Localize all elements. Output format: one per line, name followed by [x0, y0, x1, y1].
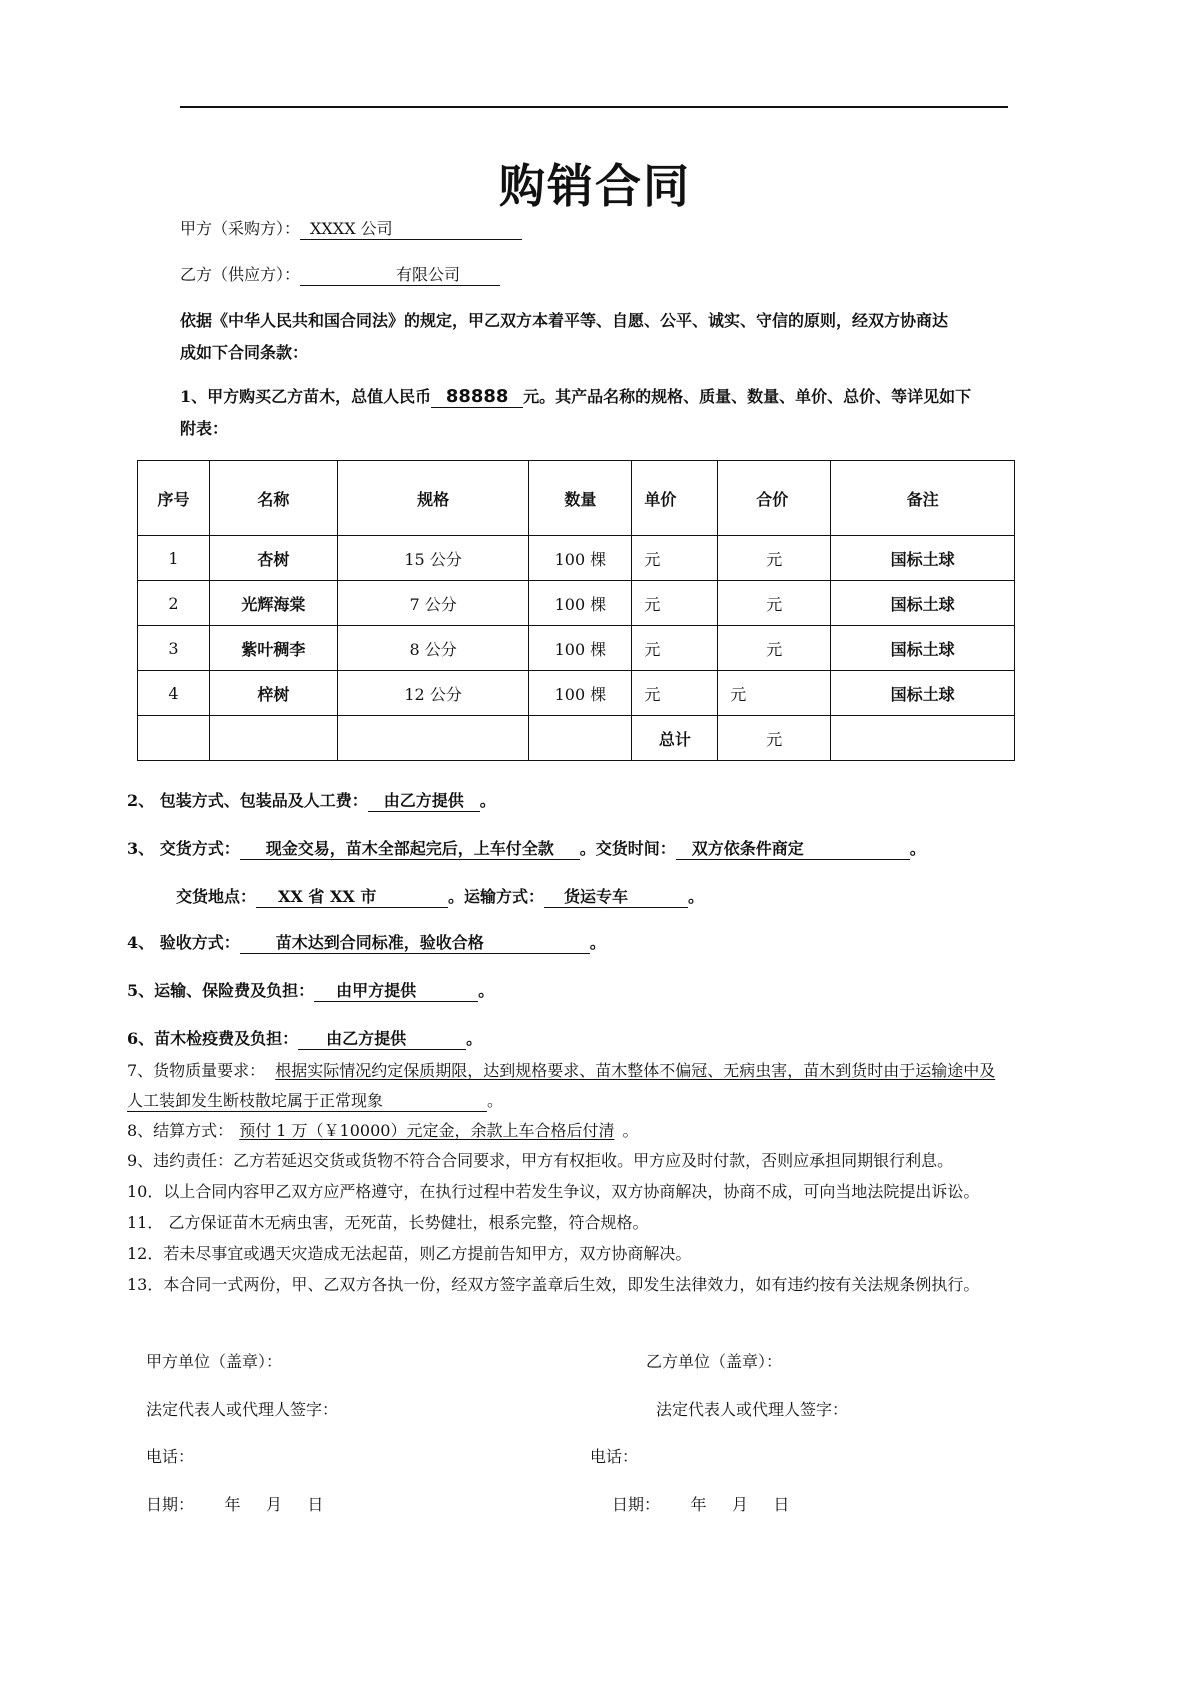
table-row [138, 626, 1015, 671]
total-value: 元 [718, 716, 831, 761]
clause-3-label: 3、 交货方式： [127, 839, 240, 858]
col-header-unit-price: 单价 [632, 461, 718, 536]
clause-8-value: 预付 1 万（￥10000）元定金，余款上车合格后付清 [239, 1121, 615, 1140]
party-b-seal: 乙方单位（盖章）： [646, 1352, 783, 1371]
cell-index: 1 [138, 536, 210, 581]
cell-index: 2 [138, 581, 210, 626]
party-a-phone: 电话： [146, 1447, 195, 1466]
party-a-date: 日期： 年 月 日 [146, 1495, 324, 1514]
clause-1-suffix: 元。其产品名称的规格、质量、数量、单价、总价、等详见如下 [523, 387, 972, 406]
transport-label: 。运输方式： [448, 887, 545, 906]
clause-1-amount: 88888 [431, 388, 523, 408]
clause-2 [127, 788, 496, 812]
col-header-name: 名称 [209, 461, 337, 536]
cell-index: 4 [138, 671, 210, 716]
cell-remark: 国标土球 [831, 581, 1015, 626]
clause-1-prefix: 1、甲方购买乙方苗木，总值人民币 [180, 387, 432, 406]
clause-4 [127, 930, 606, 954]
table-row [138, 536, 1015, 581]
cell-total-price: 元 [718, 626, 831, 671]
cell-total-price: 元 [718, 671, 831, 716]
clause-11: 11． 乙方保证苗木无病虫害，无死苗，长势健壮，根系完整，符合规格。 [127, 1213, 649, 1232]
clause-3-end-2: 。 [688, 887, 705, 906]
col-header-total-price: 合价 [718, 461, 831, 536]
clause-8-end: 。 [622, 1121, 639, 1140]
clause-3-time-value: 双方依条件商定 [676, 840, 910, 860]
clause-8-label: 8、结算方式： [127, 1121, 234, 1140]
clause-5-end: 。 [478, 981, 495, 1000]
clause-4-label: 4、 验收方式： [127, 933, 240, 952]
col-header-remark: 备注 [831, 461, 1015, 536]
clause-8 [127, 1118, 638, 1141]
cell-name: 杏树 [209, 536, 337, 581]
party-a-representative: 法定代表人或代理人签字： [146, 1400, 339, 1419]
cell-total-price: 元 [718, 581, 831, 626]
col-header-index: 序号 [138, 461, 210, 536]
cell-index: 3 [138, 626, 210, 671]
clause-4-value: 苗木达到合同标准，验收合格 [240, 934, 590, 954]
table-total-row [138, 716, 1015, 761]
clause-13: 13．本合同一式两份，甲、乙双方各执一份，经双方签字盖章后生效，即发生法律效力，如有违约按有关法规条例执行。 [127, 1275, 980, 1294]
clause-3-line-1 [127, 836, 926, 860]
clause-6 [127, 1026, 482, 1050]
party-b-date: 日期： 年 月 日 [612, 1495, 790, 1514]
cell-spec: 7 公分 [337, 581, 529, 626]
clause-7-value-1: 根据实际情况约定保质期限，达到规格要求、苗木整体不偏冠、无病虫害，苗木到货时由于运输途中及 [275, 1061, 996, 1080]
cell-remark: 国标土球 [831, 626, 1015, 671]
clause-7-label: 7、货物质量要求： [127, 1061, 266, 1080]
clause-3-time-label: 。交货时间： [579, 839, 676, 858]
clause-5 [127, 978, 494, 1002]
clause-9: 9、违约责任：乙方若延迟交货或货物不符合合同要求，甲方有权拒收。甲方应及时付款，否则应承担同期银行利息。 [127, 1151, 954, 1170]
cell-qty: 100 棵 [529, 671, 632, 716]
intro-line-2: 成如下合同条款： [180, 343, 309, 362]
cell-name: 紫叶稠李 [209, 626, 337, 671]
cell-total-price: 元 [718, 536, 831, 581]
party-a-line [180, 216, 522, 240]
clause-3-line-2 [176, 884, 704, 908]
cell-name: 梓树 [209, 671, 337, 716]
col-header-qty: 数量 [529, 461, 632, 536]
clause-6-label: 6、苗木检疫费及负担： [127, 1029, 299, 1048]
party-b-representative: 法定代表人或代理人签字： [656, 1400, 849, 1419]
table-row [138, 581, 1015, 626]
clause-7-line-1 [127, 1058, 995, 1081]
cell-spec: 12 公分 [337, 671, 529, 716]
cell-qty: 100 棵 [529, 626, 632, 671]
clause-5-label: 5、运输、保险费及负担： [127, 981, 315, 1000]
party-b-value: 有限公司 [300, 266, 500, 286]
clause-6-value: 由乙方提供 [298, 1030, 466, 1050]
party-a-seal: 甲方单位（盖章）： [146, 1352, 283, 1371]
clause-2-value: 由乙方提供 [368, 792, 480, 812]
table-row [138, 671, 1015, 716]
col-header-spec: 规格 [337, 461, 529, 536]
clause-1-line-2: 附表： [180, 419, 229, 438]
clause-2-end: 。 [479, 791, 496, 810]
party-a-label: 甲方（采购方）： [180, 219, 301, 238]
clause-4-end: 。 [589, 933, 606, 952]
cell-spec: 15 公分 [337, 536, 529, 581]
clause-12: 12．若未尽事宜或遇天灾造成无法起苗，则乙方提前告知甲方，双方协商解决。 [127, 1244, 692, 1263]
cell-unit-price: 元 [632, 581, 718, 626]
cell-name: 光辉海棠 [209, 581, 337, 626]
cell-remark: 国标土球 [831, 536, 1015, 581]
party-b-line [180, 262, 500, 286]
product-table [137, 460, 1015, 761]
delivery-place-value: XX 省 XX 市 [256, 888, 448, 908]
party-b-label: 乙方（供应方）： [180, 265, 301, 284]
clause-10: 10．以上合同内容甲乙双方应严格遵守，在执行过程中若发生争议，双方协商解决，协商不成，可向当地法院提出诉讼。 [127, 1182, 980, 1201]
party-b-phone: 电话： [590, 1447, 639, 1466]
clause-2-label: 2、 包装方式、包装品及人工费： [127, 791, 368, 810]
cell-remark: 国标土球 [831, 671, 1015, 716]
cell-spec: 8 公分 [337, 626, 529, 671]
clause-6-end: 。 [466, 1029, 483, 1048]
table-header-row [138, 461, 1015, 536]
header-rule [180, 106, 1008, 108]
cell-qty: 100 棵 [529, 536, 632, 581]
clause-7-line-2 [127, 1088, 503, 1112]
total-label: 总计 [632, 716, 718, 761]
clause-3-end: 。 [909, 839, 926, 858]
contract-title: 购销合同 [499, 159, 691, 213]
transport-value: 货运专车 [544, 888, 688, 908]
cell-unit-price: 元 [632, 671, 718, 716]
intro-line-1: 依据《中华人民共和国合同法》的规定，甲乙双方本着平等、自愿、公平、诚实、守信的原则，经双方协商达 [180, 311, 949, 330]
clause-1-line-1 [180, 384, 971, 408]
cell-unit-price: 元 [632, 626, 718, 671]
clause-3-value: 现金交易，苗木全部起完后，上车付全款 [240, 840, 580, 860]
clause-7-end: 。 [487, 1091, 504, 1110]
clause-7-value-2: 人工装卸发生断枝散坨属于正常现象 [127, 1092, 487, 1112]
cell-qty: 100 棵 [529, 581, 632, 626]
party-a-value: XXXX 公司 [300, 220, 522, 240]
cell-unit-price: 元 [632, 536, 718, 581]
delivery-place-label: 交货地点： [176, 887, 257, 906]
clause-5-value: 由甲方提供 [314, 982, 478, 1002]
